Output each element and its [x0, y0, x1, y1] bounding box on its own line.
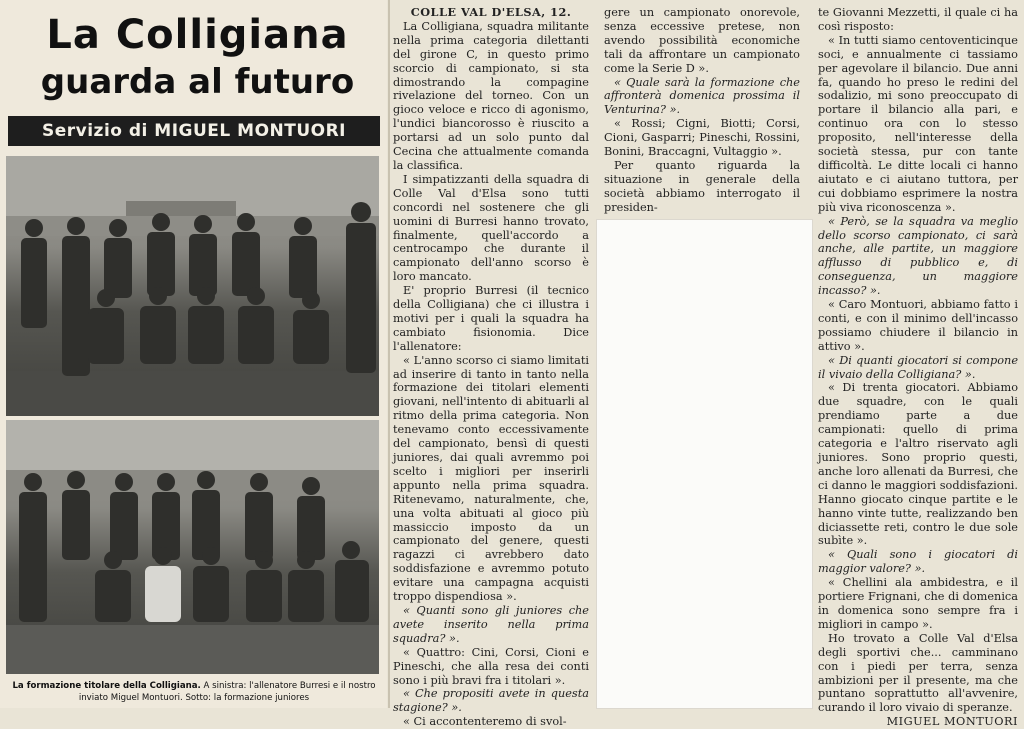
- article-column-1: [393, 6, 589, 729]
- question: « Quale sarà la formazione che affronterà domenica prossima il Venturina? ».: [604, 75, 800, 117]
- team-photo-first-squad: [6, 156, 379, 416]
- answer: « Di trenta giocatori. Abbiamo due squadre, con le quali prendiamo parte a due campionati: quello di prima categoria e l'altro riservato agli juniores. Sono proprio questi, anche loro allenati da Burresi, che ci danno le maggiori soddisfazioni. Hanno giocato cinque partite e le hanno vinte tutte, realizzando ben diciassette reti, contro le due sole subìte ».: [818, 381, 1018, 548]
- question: « Di quanti giocatori si compone il vivaio della Colligiana? ».: [818, 353, 1018, 381]
- answer: « Chellini ala ambidestra, e il portiere Frignani, che di domenica in domenica sono sempre fra i migliori in campo ».: [818, 576, 1018, 631]
- fold-line: [388, 0, 390, 708]
- signature: MIGUEL MONTUORI: [886, 715, 1018, 729]
- article-column-3: [818, 6, 1018, 729]
- photo-caption: [8, 680, 380, 704]
- answer: « Rossi; Cigni, Biotti; Corsi, Cioni, Gasparri; Pineschi, Rossini, Bonini, Braccagni, Vultaggio ».: [604, 117, 800, 159]
- team-photo-first-squad-image: [6, 156, 379, 416]
- question: « Però, se la squadra va meglio dello scorso campionato, ci sarà anche, alle partite, un maggiore afflusso di pubblico e, di conseguenza, un maggiore incasso? ».: [818, 214, 1018, 298]
- answer: « In tutti siamo centoventicinque soci, e annualmente ci tassiamo per agevolare il bilancio. Due anni fa, quando ho preso le redini del sodalizio, mi sono preoccupato di portare il bilancio alla pari, e continuo ora con lo stesso proposito, nell'interesse della società stessa, pur con tante difficoltà. Le ditte locali ci hanno aiutato e ci aiutano tuttora, per cui dobbiamo esprimere la nostra più viva riconoscenza ».: [818, 33, 1018, 214]
- caption-rest: A sinistra: l'allenatore Burresi e il nostro inviato Miguel Montuori. Sotto: la formazione juniores: [78, 681, 376, 703]
- question: « Quanti sono gli juniores che avete inserito nella prima squadra? ».: [393, 603, 589, 645]
- answer: « Ci accontenteremo di svol-: [403, 715, 567, 729]
- answer: « Quattro: Cini, Corsi, Cioni e Pineschi, che alla resa dei conti sono i più bravi fra i titolari ».: [393, 645, 589, 687]
- paragraph: gere un campionato onorevole, senza eccessive pretese, non avendo possibilità economiche tali da affrontare un campionato come la Serie D ».: [604, 6, 800, 75]
- paragraph: Per quanto riguarda la situazione in generale della società abbiamo interrogato il presiden-: [604, 158, 800, 214]
- left-clipping: [0, 0, 387, 708]
- caption-bold: La formazione titolare della Colligiana.: [12, 681, 201, 691]
- article-column-2: [604, 6, 800, 215]
- paragraph: Ho trovato a Colle Val d'Elsa degli sportivi che... camminano con i piedi per terra, senza ambizioni per il presente, ma che puntano soprattutto all'avvenire, curando il loro vivaio di speranze.: [818, 631, 1018, 715]
- quote-paragraph: « L'anno scorso ci siamo limitati ad inserire di tanto in tanto nella formazione dei titolari elementi giovani, nell'intento di abituarli al ritmo della prima categoria. Non tenevamo conto eccessivamente del campionato, bensì di questi juniores, dai quali avremmo poi scelto i migliori per inserirli appunto nella prima squadra. Ritenevamo, naturalmente, che, una volta abituati al gioco più massiccio imposto da un campionato del genere, questi ragazzi ci avrebbero dato soddisfazione e avremmo potuto evitare una campagna acquisti troppo dispendiosa ».: [393, 353, 589, 604]
- paragraph: La Colligiana, squadra militante nella prima categoria dilettanti del girone C, in questo primo scorcio di campionato, si sta dimostrando la compagine rivelazione del torneo. Con un gioco veloce e ricco di agonismo, l'undici biancorosso è riuscito a portarsi ad un solo punto dal Cecina che attualmente comanda la classifica.: [393, 19, 589, 172]
- blank-paper-area: [597, 220, 812, 708]
- question: « Che propositi avete in questa stagione? ».: [393, 687, 589, 715]
- byline-banner: Servizio di MIGUEL MONTUORI: [8, 116, 380, 146]
- team-photo-juniors: [6, 420, 379, 674]
- team-photo-juniors-image: [6, 420, 379, 674]
- headline-line-2: guarda al futuro: [40, 62, 355, 102]
- paragraph: E' proprio Burresi (il tecnico della Colligiana) che ci illustra i motivi per i quali la squadra ha cambiato fisionomia. Dice l'allenatore:: [393, 284, 589, 353]
- answer: « Caro Montuori, abbiamo fatto i conti, e con il minimo dell'incasso possiamo chiudere il bilancio in attivo ».: [818, 298, 1018, 353]
- headline-line-1: La Colligiana: [46, 12, 349, 58]
- question: « Quali sono i giocatori di maggior valore? ».: [818, 548, 1018, 576]
- paragraph: I simpatizzanti della squadra di Colle Val d'Elsa sono tutti concordi nel sostenere che gli uomini di Burresi hanno trovato, finalmente, quell'accordo a centrocampo che durante il campionato dell'anno scorso è loro mancato.: [393, 172, 589, 284]
- dateline: COLLE VAL D'ELSA, 12.: [410, 5, 572, 19]
- paragraph: te Giovanni Mezzetti, il quale ci ha così risposto:: [818, 6, 1018, 33]
